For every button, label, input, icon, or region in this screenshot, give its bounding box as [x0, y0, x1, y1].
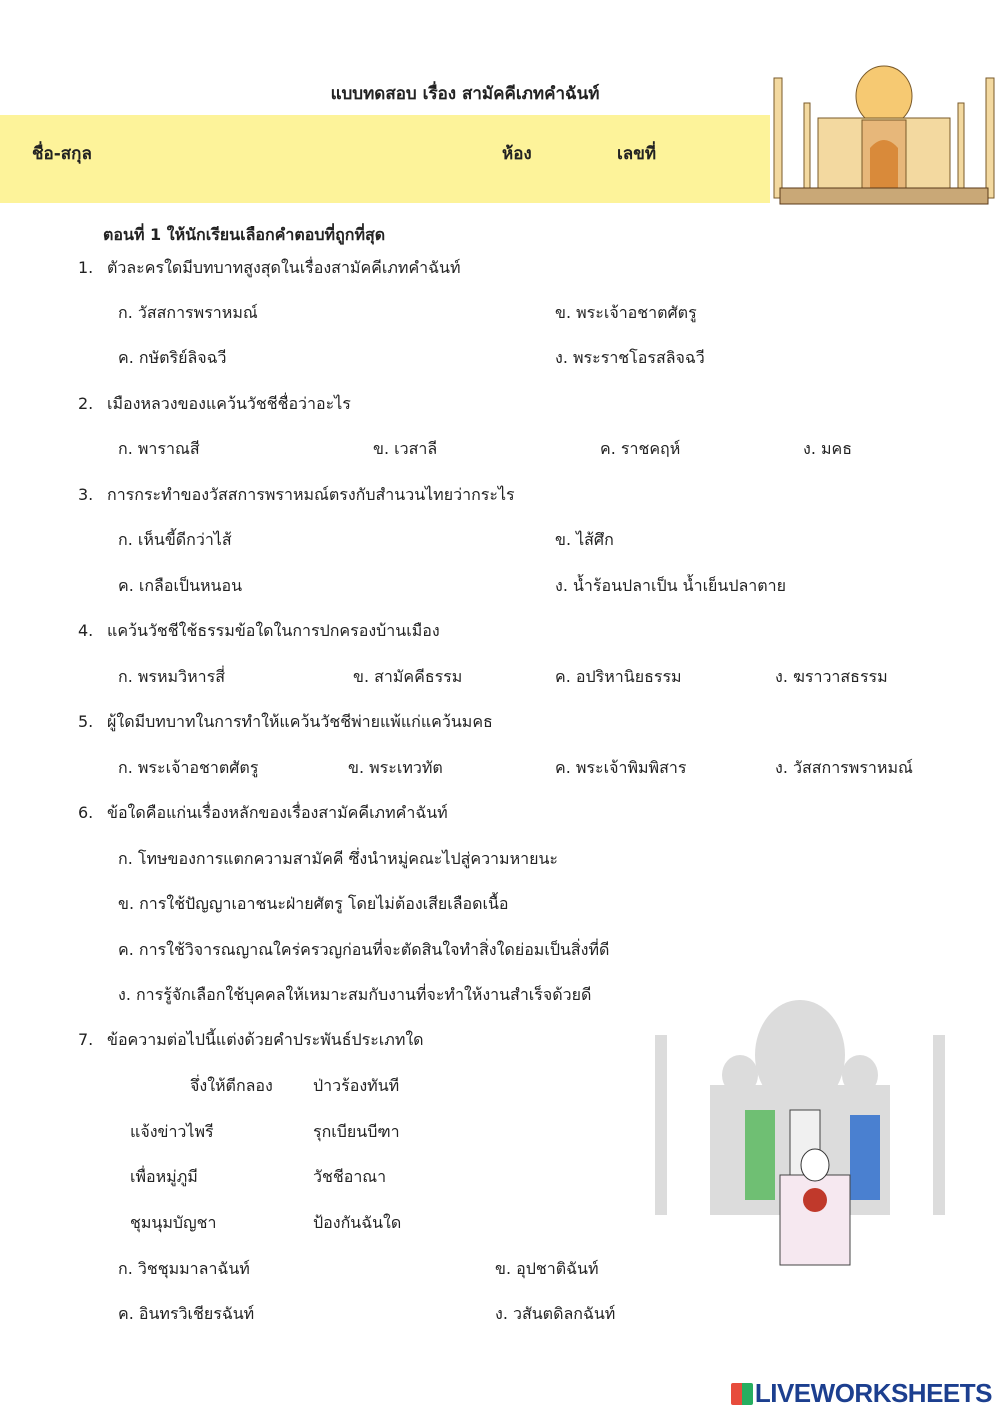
name-label: ชื่อ-สกุล: [32, 144, 92, 164]
answer-option: ค. การใช้วิจารณญาณใคร่ครวญก่อนที่จะตัดสินใจทำสิ่งใดย่อมเป็นสิ่งที่ดี: [118, 940, 610, 959]
answer-option: ค. ราชคฤห์: [600, 439, 681, 458]
liveworksheets-logo: [731, 1378, 992, 1409]
poem-line: ชุมนุมบัญชา: [130, 1213, 217, 1232]
question-number: 2.: [78, 394, 94, 413]
poem-line: เพื่อหมู่ภูมี: [130, 1167, 198, 1186]
answer-option: ค. อปริหานิยธรรม: [555, 667, 682, 686]
answer-option: ก. โทษของการแตกความสามัคคี ซึ่งนำหมู่คณะไปสู่ความหายนะ: [118, 849, 559, 868]
answer-option: ง. ฆราวาสธรรม: [775, 667, 888, 686]
answer-option: ค. กษัตริย์ลิจฉวี: [118, 348, 227, 367]
answer-option: ค. พระเจ้าพิมพิสาร: [555, 758, 687, 777]
answer-option: ก. วิชชุมมาลาฉันท์: [118, 1259, 250, 1278]
question-text: ข้อใดคือแก่นเรื่องหลักของเรื่องสามัคคีเภทคำฉันท์: [107, 803, 448, 822]
answer-option: ก. พระเจ้าอชาตศัตรู: [118, 758, 259, 777]
question-text: ตัวละครใดมีบทบาทสูงสุดในเรื่องสามัคคีเภทคำฉันท์: [107, 258, 461, 277]
answer-option: ก. วัสสการพราหมณ์: [118, 303, 258, 322]
taj-mahal-image: [770, 48, 998, 206]
answer-option: ข. พระเจ้าอชาตศัตรู: [555, 303, 697, 322]
page-title: แบบทดสอบ เรื่อง สามัคคีเภทคำฉันท์: [330, 84, 600, 104]
question-text: ข้อความต่อไปนี้แต่งด้วยคำประพันธ์ประเภทใด: [107, 1030, 424, 1049]
poem-line: วัชชีอาณา: [313, 1167, 387, 1186]
question-text: ผู้ใดมีบทบาทในการทำให้แคว้นวัชชีพ่ายแพ้แก่แคว้นมคธ: [107, 712, 493, 731]
question-text: เมืองหลวงของแคว้นวัชชีชื่อว่าอะไร: [107, 394, 351, 413]
question-number: 5.: [78, 712, 94, 731]
question-number: 1.: [78, 258, 94, 277]
answer-option: ข. เวสาลี: [373, 439, 438, 458]
answer-option: ง. พระราชโอรสลิจฉวี: [555, 348, 705, 367]
poem-line: ป่าวร้องทันที: [313, 1076, 400, 1095]
answer-option: ง. มคธ: [803, 439, 852, 458]
question-number: 6.: [78, 803, 94, 822]
answer-option: ก. พาราณสี: [118, 439, 200, 458]
question-text: แคว้นวัชชีใช้ธรรมข้อใดในการปกครองบ้านเมือง: [107, 621, 440, 640]
question-number: 4.: [78, 621, 94, 640]
poem-line: ป้องกันฉันใด: [313, 1213, 402, 1232]
answer-option: ข. สามัคคีธรรม: [353, 667, 463, 686]
poem-line: รุกเบียนบีฑา: [313, 1122, 400, 1141]
answer-option: ค. เกลือเป็นหนอน: [118, 576, 243, 595]
answer-option: ข. การใช้ปัญญาเอาชนะฝ่ายศัตรู โดยไม่ต้องเสียเลือดเนื้อ: [118, 894, 509, 913]
answer-option: ข. ไส้ศึก: [555, 530, 614, 549]
answer-option: ข. อุปชาติฉันท์: [495, 1259, 599, 1278]
number-label: เลขที่: [617, 144, 657, 164]
question-text: การกระทำของวัสสการพราหมณ์ตรงกับสำนวนไทยว่ากระไร: [107, 485, 515, 504]
poem-line: แจ้งข่าวไพรี: [130, 1122, 214, 1141]
answer-option: ข. พระเทวทัต: [348, 758, 443, 777]
room-label: ห้อง: [502, 144, 532, 164]
question-number: 3.: [78, 485, 94, 504]
answer-option: ก. พรหมวิหารสี่: [118, 667, 225, 686]
answer-option: ง. การรู้จักเลือกใช้บุคคลให้เหมาะสมกับงานที่จะทำให้งานสำเร็จด้วยดี: [118, 985, 592, 1004]
taj-mahal-illustration: [650, 975, 990, 1285]
answer-option: ค. อินทรวิเชียรฉันท์: [118, 1304, 255, 1323]
logo-text: LIVEWORKSHEETS: [754, 1378, 992, 1408]
answer-option: ง. วสันตดิลกฉันท์: [495, 1304, 616, 1323]
question-number: 7.: [78, 1030, 94, 1049]
answer-option: ก. เห็นขี้ดีกว่าไส้: [118, 530, 232, 549]
answer-option: ง. วัสสการพราหมณ์: [775, 758, 913, 777]
section-heading: ตอนที่ 1 ให้นักเรียนเลือกคำตอบที่ถูกที่สุด: [103, 225, 386, 244]
answer-option: ง. น้ำร้อนปลาเป็น น้ำเย็นปลาตาย: [555, 576, 787, 595]
poem-line: จึ่งให้ตีกลอง: [190, 1076, 273, 1095]
